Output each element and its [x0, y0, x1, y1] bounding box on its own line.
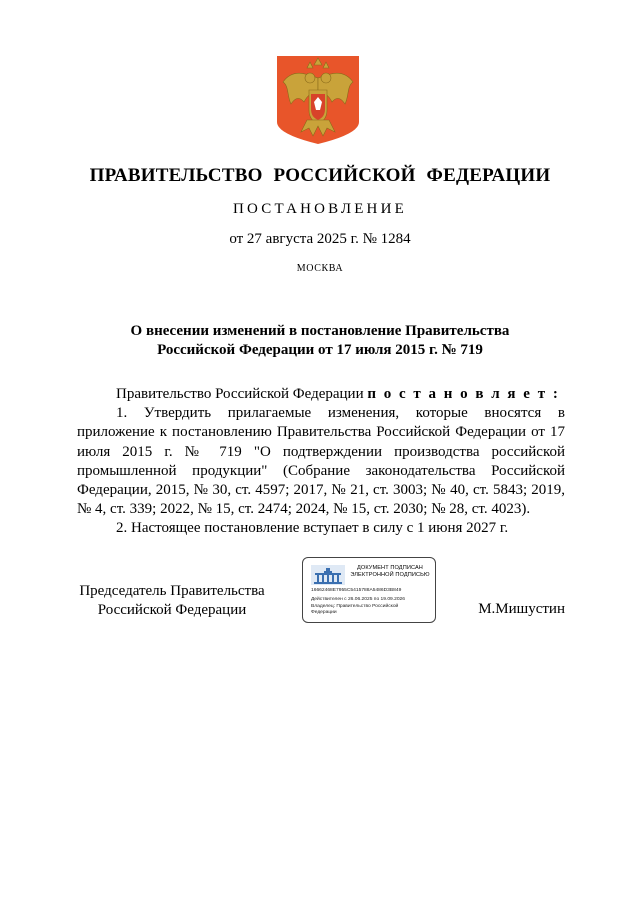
- decides-word: п о с т а н о в л я е т :: [367, 386, 560, 402]
- document-city: МОСКВА: [296, 263, 344, 274]
- coat-of-arms-icon: [277, 56, 359, 144]
- stamp-certificate: 16662468E7955C5415788A5486D3B849: [311, 588, 402, 593]
- item-2-paragraph: 2. Настоящее постановление вступает в силу с 1 июня 2027 г.: [116, 520, 509, 537]
- document-body: [77, 385, 565, 539]
- building-icon: [311, 565, 345, 585]
- signer-title-line-2: Российской Федерации: [97, 602, 247, 618]
- subject-line-1: О внесении изменений в постановление Правительства: [130, 323, 510, 339]
- preamble-paragraph: [77, 385, 565, 404]
- government-title: ПРАВИТЕЛЬСТВО РОССИЙСКОЙ ФЕДЕРАЦИИ: [89, 165, 551, 186]
- stamp-title-line-2: ЭЛЕКТРОННОЙ ПОДПИСЬЮ: [350, 572, 430, 578]
- stamp-owner-line-1: Владелец: Правительство Российской: [311, 604, 399, 609]
- electronic-signature-stamp: [302, 557, 436, 623]
- signer-name: М.Мишустин: [478, 601, 565, 617]
- signer-title: [77, 582, 267, 620]
- stamp-title-line-1: ДОКУМЕНТ ПОДПИСАН: [357, 565, 423, 571]
- document-type: ПОСТАНОВЛЕНИЕ: [233, 201, 407, 217]
- subject-line-2: Российской Федерации от 17 июля 2015 г. № 719: [157, 342, 483, 358]
- document-date-number: от 27 августа 2025 г. № 1284: [229, 231, 411, 247]
- preamble-text: Правительство Российской Федерации: [116, 386, 364, 402]
- item-1-paragraph: 1. Утвердить прилагаемые изменения, которые вносятся в приложение к постановлению Правительства Российской Федерации от 17 июля 2015 г. № 719 "О подтверждении производства российской промышленной продукции" (Собрание законодательства Российской Федерации, 2015, № 30, ст. 4597; 2017, № 21, ст. 3003; № 40, ст. 5843; 2019, № 4, ст. 339; 2022, № 15, ст. 2474; 2024, № 15, ст. 2030; № 28, ст. 4023).: [77, 405, 565, 518]
- document-subject: [0, 322, 640, 360]
- signer-title-line-1: Председатель Правительства: [79, 583, 265, 599]
- stamp-title: [347, 565, 433, 579]
- stamp-owner-line-2: Федерации: [311, 610, 337, 615]
- stamp-validity: Действителен с 26.06.2025 по 19.09.2026: [311, 597, 405, 602]
